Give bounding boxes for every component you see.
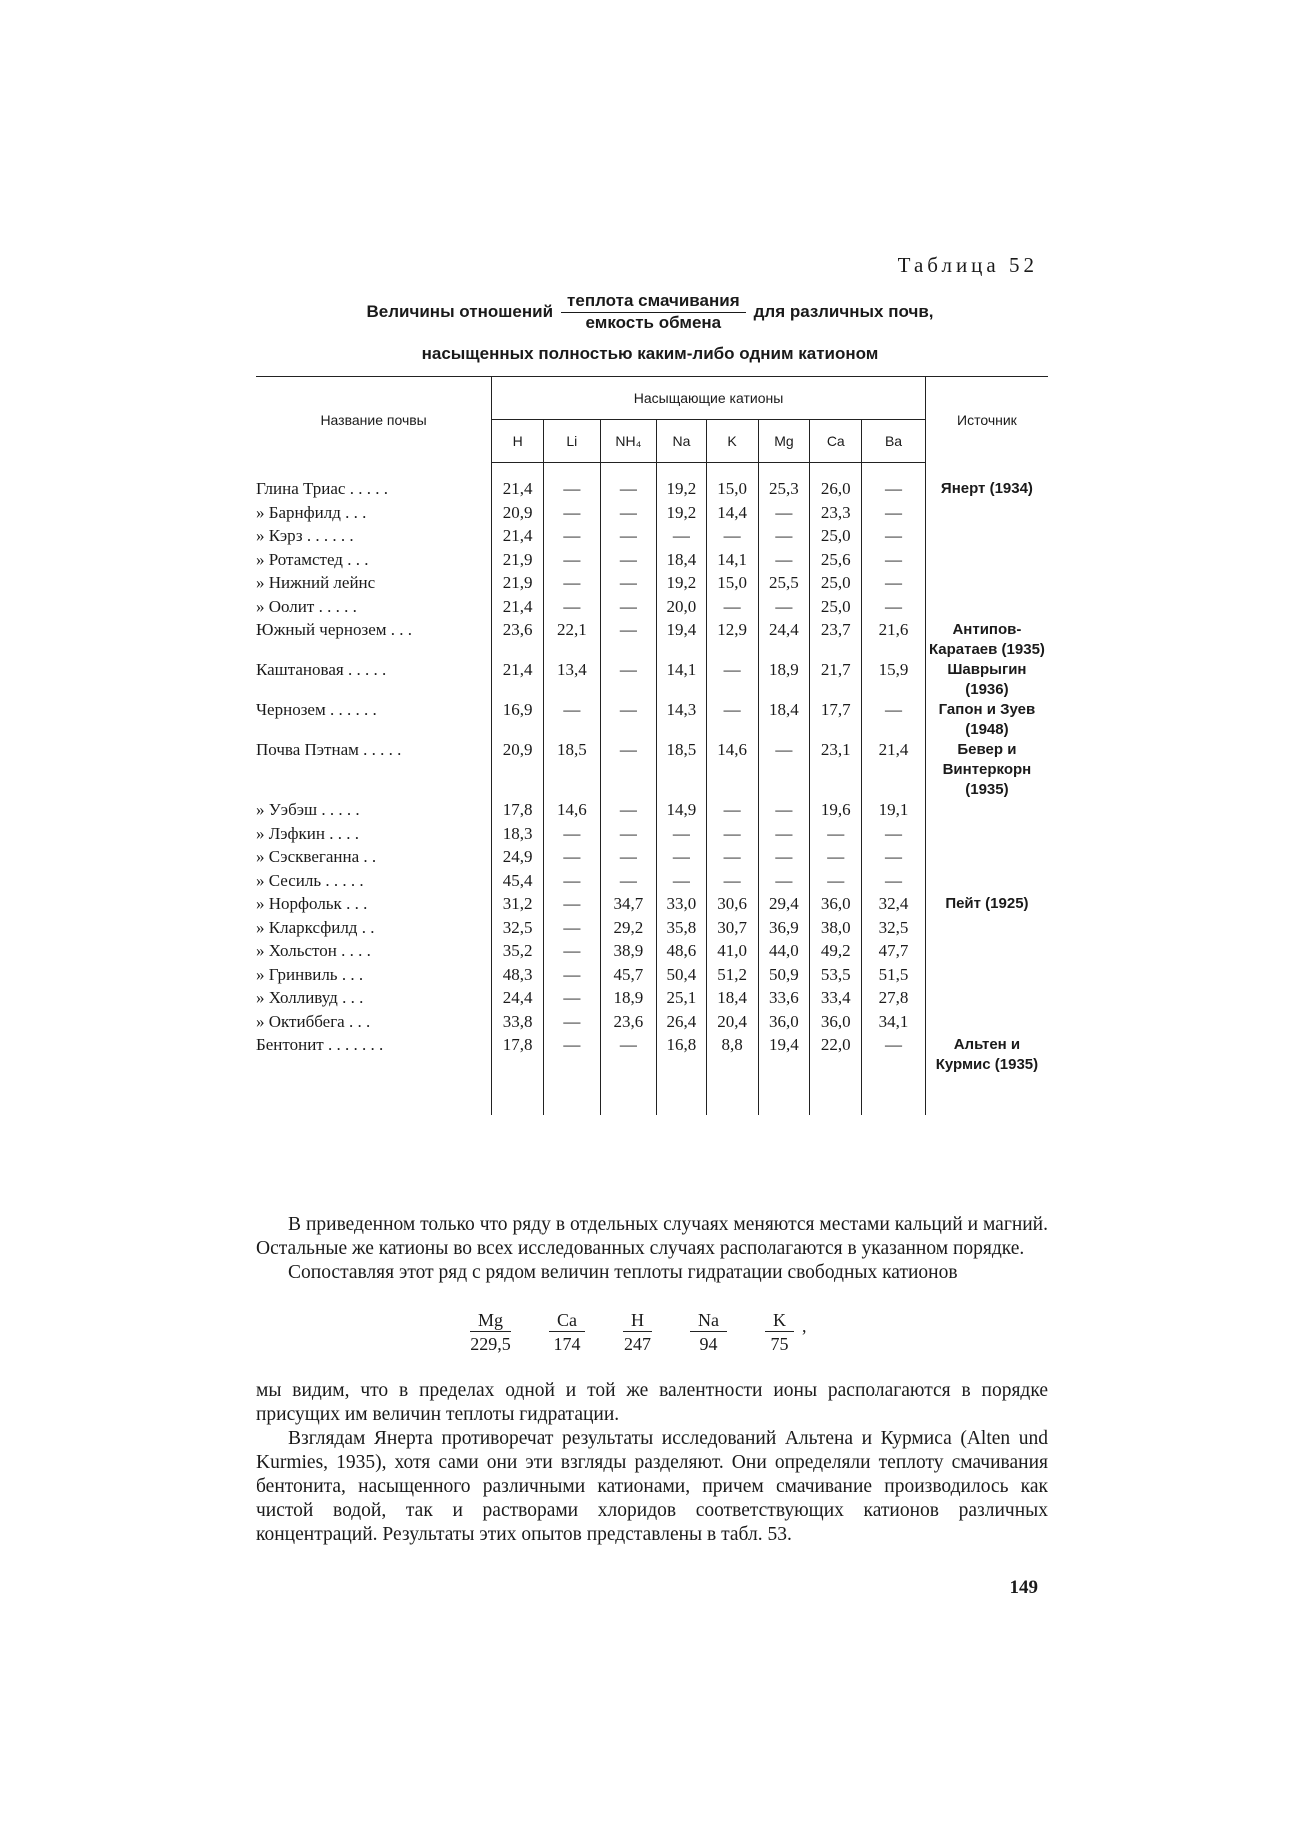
soil-name: Почва Пэтнам . . . . . <box>256 740 402 759</box>
cell-value: — <box>657 847 706 871</box>
cell-value: 25,3 <box>758 479 810 503</box>
cell-value: — <box>810 824 862 848</box>
cell-value: 41,0 <box>706 941 758 965</box>
cell-value: 36,0 <box>810 894 862 918</box>
cell-value: — <box>706 847 758 871</box>
soil-name: » Гринвиль . . . <box>256 964 364 984</box>
soil-name: » Холливуд . . . <box>256 988 364 1007</box>
source-cell <box>925 988 1048 1012</box>
cell-value: 8,8 <box>706 1035 758 1075</box>
cell-value: — <box>862 847 926 871</box>
source-cell <box>925 1012 1048 1036</box>
cell-value: 25,6 <box>810 550 862 574</box>
cell-value: 21,4 <box>862 740 926 800</box>
cell-value: — <box>600 847 657 871</box>
cell-value: 21,9 <box>492 573 544 597</box>
cell-value: 14,1 <box>706 550 758 574</box>
cell-value: 21,4 <box>492 597 544 621</box>
cell-value: 18,5 <box>544 740 601 800</box>
cell-value: — <box>544 894 601 918</box>
cell-value: — <box>544 479 601 503</box>
table-row <box>256 660 1048 700</box>
source-cell <box>925 918 1048 942</box>
cell-value: 29,4 <box>758 894 810 918</box>
cell-value: — <box>862 824 926 848</box>
table-row <box>256 597 1048 621</box>
cell-value: 21,6 <box>862 620 926 660</box>
caption-fraction <box>561 292 746 332</box>
source-cell: Антипов-Каратаев (1935) <box>925 620 1048 660</box>
cell-value: 17,8 <box>492 800 544 824</box>
table-row <box>256 965 1048 989</box>
cell-value: — <box>600 503 657 527</box>
cell-value: 19,1 <box>862 800 926 824</box>
cell-value: — <box>544 988 601 1012</box>
source-cell <box>925 965 1048 989</box>
cell-value: — <box>862 871 926 895</box>
source-cell <box>925 526 1048 550</box>
cell-value: 23,6 <box>600 1012 657 1036</box>
cell-value: — <box>600 700 657 740</box>
soil-name: » Октиббега . . . <box>256 1011 371 1031</box>
source-cell: Янерт (1934) <box>925 479 1048 503</box>
cell-value: 51,5 <box>862 965 926 989</box>
cell-value: 22,0 <box>810 1035 862 1075</box>
soil-name: Чернозем . . . . . . <box>256 700 377 719</box>
table-row <box>256 479 1048 503</box>
cell-value: 33,8 <box>492 1012 544 1036</box>
cell-value: 25,0 <box>810 526 862 550</box>
cell-value: 49,2 <box>810 941 862 965</box>
header-cation: Ca <box>810 420 862 463</box>
table-row <box>256 700 1048 740</box>
soil-name: » Сэсквеганна . . <box>256 847 377 866</box>
hydration-value: 94 <box>699 1334 718 1354</box>
paragraph-block-1 <box>256 1213 1048 1285</box>
cell-value: 23,7 <box>810 620 862 660</box>
cell-value: 18,4 <box>758 700 810 740</box>
cell-value: 23,3 <box>810 503 862 527</box>
cell-value: — <box>706 824 758 848</box>
cell-value: 44,0 <box>758 941 810 965</box>
soil-name: » Барнфилд . . . <box>256 502 367 522</box>
cell-value: 53,5 <box>810 965 862 989</box>
cell-value: — <box>544 918 601 942</box>
ion-fraction <box>549 1310 585 1355</box>
page-number: 149 <box>1009 1577 1038 1598</box>
cell-value: — <box>810 871 862 895</box>
cell-value: 33,0 <box>657 894 706 918</box>
source-cell <box>925 847 1048 871</box>
ion-symbol: H <box>623 1310 652 1332</box>
cell-value: 15,0 <box>706 479 758 503</box>
cell-value: — <box>600 660 657 700</box>
cell-value: — <box>600 526 657 550</box>
header-soil-name: Название почвы <box>256 377 492 463</box>
cell-value: 30,7 <box>706 918 758 942</box>
cell-value: — <box>600 573 657 597</box>
cell-value: 25,0 <box>810 597 862 621</box>
header-cations-group: Насыщающие катионы <box>492 377 926 420</box>
cell-value: — <box>544 597 601 621</box>
source-cell <box>925 941 1048 965</box>
cell-value: 19,4 <box>758 1035 810 1075</box>
cell-value: — <box>600 1035 657 1075</box>
soil-name: » Хольстон . . . . <box>256 941 371 960</box>
table-row <box>256 526 1048 550</box>
header-source: Источник <box>925 377 1048 463</box>
cell-value: 20,0 <box>657 597 706 621</box>
table-row <box>256 894 1048 918</box>
cell-value: 51,2 <box>706 965 758 989</box>
source-cell: Бевер и Винтеркорн (1935) <box>925 740 1048 800</box>
table-row <box>256 871 1048 895</box>
cell-value: 18,9 <box>600 988 657 1012</box>
table-row <box>256 740 1048 800</box>
cell-value: 48,3 <box>492 965 544 989</box>
cell-value: 35,2 <box>492 941 544 965</box>
cell-value: — <box>544 1012 601 1036</box>
soil-name: Бентонит . . . . . . . <box>256 1035 384 1054</box>
cell-value: — <box>544 700 601 740</box>
table-row <box>256 824 1048 848</box>
soil-name: » Кэрз . . . . . . <box>256 526 354 545</box>
cell-value: — <box>600 800 657 824</box>
cell-value: — <box>706 526 758 550</box>
cell-value: 23,6 <box>492 620 544 660</box>
source-cell <box>925 597 1048 621</box>
cell-value: — <box>758 740 810 800</box>
cell-value: 36,9 <box>758 918 810 942</box>
cell-value: 14,1 <box>657 660 706 700</box>
cell-value: 25,5 <box>758 573 810 597</box>
cell-value: — <box>758 550 810 574</box>
cell-value: 32,5 <box>492 918 544 942</box>
cell-value: 35,8 <box>657 918 706 942</box>
cell-value: 21,4 <box>492 479 544 503</box>
cell-value: 21,4 <box>492 526 544 550</box>
cell-value: 30,6 <box>706 894 758 918</box>
cell-value: 21,4 <box>492 660 544 700</box>
cell-value: — <box>706 871 758 895</box>
cell-value: — <box>544 871 601 895</box>
table-row <box>256 918 1048 942</box>
cell-value: — <box>810 847 862 871</box>
cell-value: 19,2 <box>657 479 706 503</box>
cell-value: 38,0 <box>810 918 862 942</box>
caption-prefix: Величины отношений <box>366 302 554 322</box>
cell-value: 32,5 <box>862 918 926 942</box>
header-cation: H <box>492 420 544 463</box>
soil-name: » Нижний лейнс <box>256 573 376 592</box>
cell-value: 33,6 <box>758 988 810 1012</box>
soil-cation-table <box>256 376 1048 1115</box>
header-cation: NH₄ <box>600 420 657 463</box>
ion-symbol: Na <box>690 1310 727 1332</box>
ion-symbol: K <box>765 1310 794 1332</box>
cell-value: 34,7 <box>600 894 657 918</box>
cell-value: — <box>862 479 926 503</box>
cell-value: — <box>657 871 706 895</box>
cell-value: 16,9 <box>492 700 544 740</box>
soil-name: Южный чернозем . . . <box>256 620 413 639</box>
table-row <box>256 1012 1048 1036</box>
cell-value: — <box>600 824 657 848</box>
cell-value: — <box>544 1035 601 1075</box>
cell-value: — <box>862 597 926 621</box>
cell-value: — <box>657 526 706 550</box>
table-row <box>256 988 1048 1012</box>
cell-value: 14,3 <box>657 700 706 740</box>
soil-name: » Норфольк . . . <box>256 894 368 913</box>
cell-value: 15,9 <box>862 660 926 700</box>
cell-value: 18,4 <box>657 550 706 574</box>
cell-value: — <box>706 660 758 700</box>
table-caption <box>255 292 1045 364</box>
cell-value: 24,4 <box>492 988 544 1012</box>
source-cell: Шаврыгин (1936) <box>925 660 1048 700</box>
cell-value: — <box>600 479 657 503</box>
header-cation: K <box>706 420 758 463</box>
soil-name: » Ротамстед . . . <box>256 549 369 569</box>
cell-value: — <box>544 941 601 965</box>
cell-value: — <box>862 550 926 574</box>
source-cell: Гапон и Зуев (1948) <box>925 700 1048 740</box>
table-row <box>256 620 1048 660</box>
caption-fraction-numerator: теплота смачивания <box>561 292 746 313</box>
cell-value: 45,7 <box>600 965 657 989</box>
cell-value: 25,1 <box>657 988 706 1012</box>
cell-value: 38,9 <box>600 941 657 965</box>
cell-value: 20,9 <box>492 503 544 527</box>
cell-value: 14,6 <box>706 740 758 800</box>
cell-value: — <box>600 871 657 895</box>
ion-symbol: Ca <box>549 1310 585 1332</box>
cell-value: 14,6 <box>544 800 601 824</box>
cell-value: 32,4 <box>862 894 926 918</box>
cell-value: 26,0 <box>810 479 862 503</box>
formula-trailing-comma: , <box>802 1316 807 1336</box>
cell-value: 14,4 <box>706 503 758 527</box>
hydration-value: 174 <box>553 1334 581 1354</box>
cell-value: — <box>544 847 601 871</box>
cell-value: — <box>544 526 601 550</box>
cell-value: — <box>544 503 601 527</box>
cell-value: 25,0 <box>810 573 862 597</box>
table-row <box>256 941 1048 965</box>
cell-value: — <box>862 503 926 527</box>
paragraph-4: Взглядам Янерта противоречат результаты исследований Альтена и Курмиса (Alten und Kurmies, 1935), хотя сами они эти взгляды разделяют. Они определяли теплоту смачивания бентонита, насыщенного различными катионами, причем смачивание производилось как чистой водой, так и растворами хлоридов соответствующих катионов различных концентраций. Результаты этих опытов представлены в табл. 53. <box>256 1428 1048 1545</box>
source-cell <box>925 550 1048 574</box>
cell-value: — <box>758 871 810 895</box>
cell-value: — <box>758 800 810 824</box>
cell-value: 22,1 <box>544 620 601 660</box>
cell-value: — <box>544 550 601 574</box>
cell-value: 19,2 <box>657 573 706 597</box>
caption-line-2: насыщенных полностью каким-либо одним катионом <box>421 344 879 364</box>
cell-value: — <box>706 700 758 740</box>
ion-fraction <box>765 1310 794 1355</box>
source-cell <box>925 800 1048 824</box>
cell-value: 33,4 <box>810 988 862 1012</box>
cell-value: 17,8 <box>492 1035 544 1075</box>
caption-fraction-denominator: емкость обмена <box>585 312 722 332</box>
cell-value: 12,9 <box>706 620 758 660</box>
cell-value: 14,9 <box>657 800 706 824</box>
source-cell: Альтен и Курмис (1935) <box>925 1035 1048 1075</box>
header-cation: Li <box>544 420 601 463</box>
cell-value: 24,4 <box>758 620 810 660</box>
cell-value: 34,1 <box>862 1012 926 1036</box>
cell-value: — <box>758 824 810 848</box>
cell-value: 26,4 <box>657 1012 706 1036</box>
cell-value: — <box>544 573 601 597</box>
table-number: Таблица 52 <box>897 253 1038 277</box>
soil-name: » Лэфкин . . . . <box>256 823 359 843</box>
ion-symbol: Mg <box>470 1310 511 1332</box>
cell-value: 23,1 <box>810 740 862 800</box>
hydration-value: 75 <box>770 1334 789 1354</box>
hydration-heat-series <box>470 1310 807 1355</box>
table-row <box>256 550 1048 574</box>
ion-fraction <box>623 1310 652 1355</box>
table-row <box>256 503 1048 527</box>
cell-value: 18,5 <box>657 740 706 800</box>
soil-name: » Кларксфилд . . <box>256 917 375 937</box>
cell-value: 18,4 <box>706 988 758 1012</box>
cell-value: 36,0 <box>758 1012 810 1036</box>
cell-value: 24,9 <box>492 847 544 871</box>
paragraph-3: мы видим, что в пределах одной и той же валентности ионы располагаются в порядке присущих им величин теплоты гидратации. <box>256 1380 1048 1425</box>
soil-name: Глина Триас . . . . . <box>256 479 388 498</box>
source-cell <box>925 824 1048 848</box>
cell-value: 19,4 <box>657 620 706 660</box>
table-row <box>256 847 1048 871</box>
paragraph-block-2 <box>256 1379 1048 1547</box>
header-cation: Mg <box>758 420 810 463</box>
soil-name: Каштановая . . . . . <box>256 660 387 679</box>
cell-value: 19,6 <box>810 800 862 824</box>
cell-value: 36,0 <box>810 1012 862 1036</box>
cell-value: 21,9 <box>492 550 544 574</box>
soil-name: » Уэбэш . . . . . <box>256 800 360 819</box>
cell-value: 21,7 <box>810 660 862 700</box>
cell-value: — <box>862 573 926 597</box>
cell-value: 45,4 <box>492 871 544 895</box>
cell-value: — <box>862 526 926 550</box>
cell-value: — <box>706 800 758 824</box>
cell-value: — <box>706 597 758 621</box>
ion-fraction <box>690 1310 727 1355</box>
cell-value: — <box>862 1035 926 1075</box>
cell-value: — <box>657 824 706 848</box>
paragraph-1: В приведенном только что ряду в отдельных случаях меняются местами кальций и магний. Остальные же катионы во всех исследованных случаях располагаются в указанном порядке. <box>256 1214 1048 1259</box>
source-cell <box>925 503 1048 527</box>
cell-value: — <box>544 965 601 989</box>
cell-value: — <box>758 503 810 527</box>
cell-value: — <box>862 700 926 740</box>
cell-value: 48,6 <box>657 941 706 965</box>
cell-value: — <box>600 620 657 660</box>
cell-value: 18,9 <box>758 660 810 700</box>
ion-fraction <box>470 1310 511 1355</box>
hydration-value: 247 <box>624 1334 652 1354</box>
cell-value: 29,2 <box>600 918 657 942</box>
cell-value: 18,3 <box>492 824 544 848</box>
cell-value: 31,2 <box>492 894 544 918</box>
header-cation: Na <box>657 420 706 463</box>
cell-value: 19,2 <box>657 503 706 527</box>
cell-value: — <box>600 550 657 574</box>
source-cell <box>925 871 1048 895</box>
cell-value: 20,4 <box>706 1012 758 1036</box>
cell-value: 15,0 <box>706 573 758 597</box>
cell-value: 20,9 <box>492 740 544 800</box>
source-cell <box>925 573 1048 597</box>
cell-value: — <box>544 824 601 848</box>
cell-value: — <box>758 847 810 871</box>
table-row <box>256 1035 1048 1075</box>
source-cell: Пейт (1925) <box>925 894 1048 918</box>
cell-value: — <box>600 740 657 800</box>
hydration-value: 229,5 <box>470 1334 511 1354</box>
cell-value: 50,4 <box>657 965 706 989</box>
soil-name: » Сесиль . . . . . <box>256 870 364 890</box>
cell-value: — <box>758 526 810 550</box>
cell-value: — <box>600 597 657 621</box>
cell-value: 17,7 <box>810 700 862 740</box>
header-cation: Ba <box>862 420 926 463</box>
cell-value: 27,8 <box>862 988 926 1012</box>
cell-value: 16,8 <box>657 1035 706 1075</box>
cell-value: 13,4 <box>544 660 601 700</box>
soil-name: » Оолит . . . . . <box>256 596 357 616</box>
caption-suffix: для различных почв, <box>753 302 934 322</box>
cell-value: 47,7 <box>862 941 926 965</box>
paragraph-2: Сопоставляя этот ряд с рядом величин теплоты гидратации свободных катионов <box>288 1262 958 1283</box>
table-row <box>256 573 1048 597</box>
table-row <box>256 800 1048 824</box>
cell-value: — <box>758 597 810 621</box>
cell-value: 50,9 <box>758 965 810 989</box>
